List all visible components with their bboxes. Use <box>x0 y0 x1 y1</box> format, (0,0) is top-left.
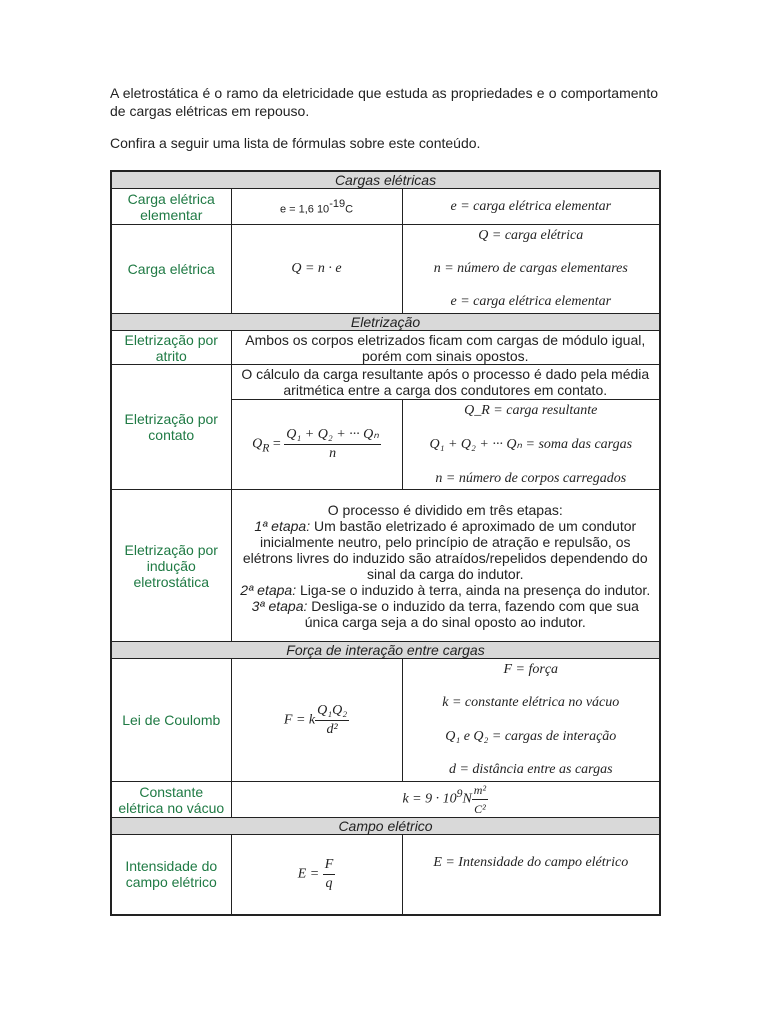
row-label-intensidade: Intensidade do campo elétrico <box>111 835 231 915</box>
formula-contato: $Q_R$ = $\frac{\text{Q₁ + Q₂ + ··· Qₙ}}{n}$ <box>231 400 402 490</box>
inducao-stage-1: 1ª etapa: Um bastão eletrizado é aproximado de um condutor inicialmente neutro, pelo princípio de atração e repulsão, os elétrons livres do induzido são atraídos/repelidos dependendo do sinal da carga do indutor. <box>242 517 648 582</box>
row-label-carga-elementar: Carga elétrica elementar <box>111 189 231 225</box>
formula-constante: $k = 9 \cdot 10^9N$ $\frac{\text{m²}}{\text{C²}}$ <box>231 782 660 818</box>
section-row-campo <box>111 818 660 835</box>
table-row-carga-eletrica <box>111 225 660 314</box>
inducao-stage-2: 2ª etapa: Liga-se o induzido à terra, ainda na presença do indutor. <box>240 581 651 598</box>
table-row-atrito <box>111 331 660 365</box>
row-label-coulomb: Lei de Coulomb <box>111 659 231 782</box>
desc-line: Q_R = carga resultante <box>464 402 598 418</box>
desc-carga-eletrica <box>402 225 660 314</box>
desc-line: F = força <box>503 662 559 677</box>
section-row-eletrizacao <box>111 314 660 331</box>
row-label-carga-eletrica: Carga elétrica <box>111 225 231 314</box>
formula-coulomb: F = k $\frac{\text{Q₁Q₂}}{\text{d²}}$ <box>231 659 402 782</box>
desc-contato <box>402 400 660 490</box>
table-row-intensidade <box>111 835 660 915</box>
inducao-intro: O processo é dividido em três etapas: <box>327 501 563 518</box>
desc-line: n = número de corpos carregados <box>435 470 627 486</box>
formula-intensidade: E = $\frac{F}{q}$ <box>231 835 402 915</box>
row-label-constante: Constante elétrica no vácuo <box>111 782 231 818</box>
section-title-cargas: Cargas elétricas <box>111 171 660 189</box>
text-inducao <box>231 490 660 642</box>
desc-line: k = constante elétrica no vácuo <box>442 695 620 711</box>
desc-line: e = carga elétrica elementar <box>450 294 612 309</box>
text-atrito: Ambos os corpos eletrizados ficam com cargas de módulo igual, porém com sinais opostos. <box>231 331 660 365</box>
section-title-eletrizacao: Eletrização <box>111 314 660 331</box>
formula-carga-eletrica: Q = n · e <box>231 225 402 314</box>
table-row-inducao <box>111 490 660 642</box>
table-row-coulomb <box>111 659 660 782</box>
intro-text <box>110 84 658 152</box>
desc-carga-elementar: e = carga elétrica elementar <box>402 189 660 225</box>
desc-line: Q₁ + Q₂ + ··· Qₙ = soma das cargas <box>429 436 633 452</box>
formula-carga-elementar: e = 1,6 $10^{-19}C$ <box>231 189 402 225</box>
desc-line: Q = carga elétrica <box>478 228 584 243</box>
section-row-cargas <box>111 171 660 189</box>
desc-intensidade: E = Intensidade do campo elétrico <box>402 835 660 915</box>
table-row-constante <box>111 782 660 818</box>
inducao-stage-3: 3ª etapa: Desliga-se o induzido da terra, fazendo com que sua única carga seja a do sinal oposto ao indutor. <box>251 597 639 630</box>
desc-coulomb <box>402 659 660 782</box>
section-title-forca: Força de interação entre cargas <box>111 642 660 659</box>
intro-paragraph-2: Confira a seguir uma lista de fórmulas sobre este conteúdo. <box>110 135 481 151</box>
table-row-contato <box>111 365 660 400</box>
desc-line: d = distância entre as cargas <box>448 761 613 777</box>
section-title-campo: Campo elétrico <box>111 818 660 835</box>
row-label-inducao: Eletrização por indução eletrostática <box>111 490 231 642</box>
intro-paragraph-1: A eletrostática é o ramo da eletricidade que estuda as propriedades e o comportamento de cargas elétricas em repouso. <box>110 85 658 119</box>
row-label-contato: Eletrização por contato <box>111 365 231 490</box>
desc-line: Q₁ e Q₂ = cargas de interação <box>445 728 617 744</box>
desc-line: n = número de cargas elementares <box>433 261 628 276</box>
section-row-forca <box>111 642 660 659</box>
table-row-carga-elementar <box>111 189 660 225</box>
row-label-atrito: Eletrização por atrito <box>111 331 231 365</box>
formulas-table <box>110 170 661 916</box>
text-contato: O cálculo da carga resultante após o processo é dado pela média aritmética entre a carga dos condutores em contato. <box>231 365 660 400</box>
